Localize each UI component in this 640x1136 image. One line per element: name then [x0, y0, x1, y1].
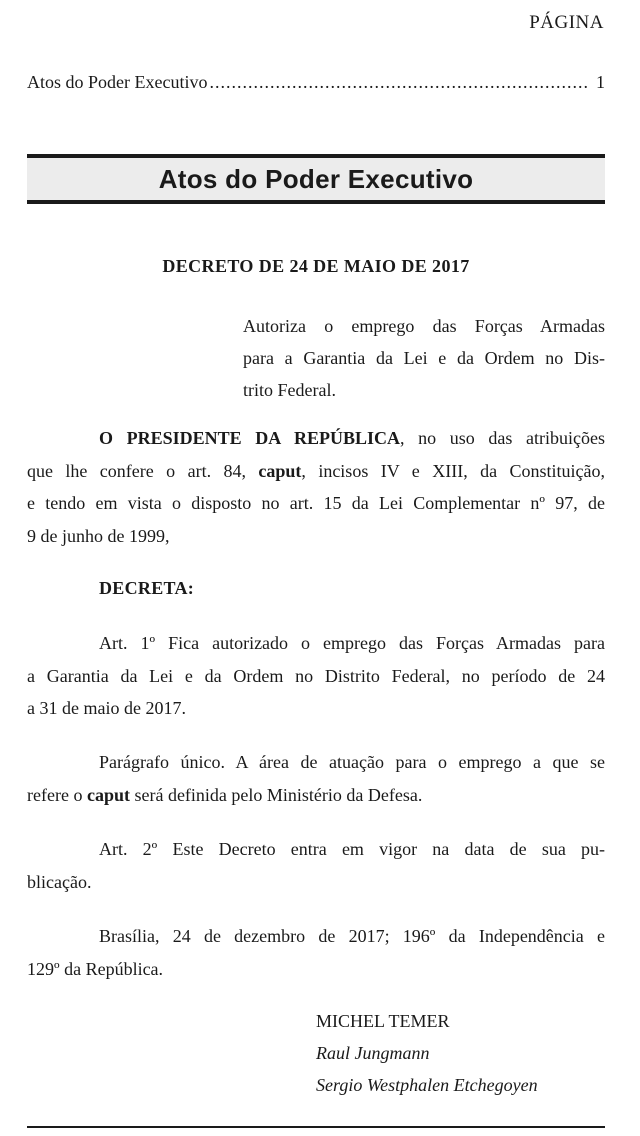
preamble-paragraph: [27, 422, 605, 552]
closing-paragraph: [27, 920, 605, 985]
preamble-text: , incisos IV e XIII, da Constituição,: [301, 460, 605, 481]
paragrafo-unico: [27, 746, 605, 811]
paragrafo-line: Parágrafo único. A área de atuação para o emprego a que se: [99, 752, 605, 772]
signature-president: MICHEL TEMER: [316, 1011, 450, 1031]
toc-entry-page: 1: [596, 72, 605, 92]
signature-minister: Raul Jungmann: [316, 1043, 430, 1063]
article-1-line: a 31 de maio de 2017.: [27, 698, 186, 718]
paragrafo-text: refere o: [27, 784, 87, 805]
closing-line: 129º da República.: [27, 958, 164, 979]
ementa-line: trito Federal.: [243, 380, 336, 400]
signature-minister: Sergio Westphalen Etchegoyen: [316, 1075, 538, 1095]
section-header-banner: [27, 154, 605, 204]
article-2-line: blicação.: [27, 871, 92, 892]
page-column-label: PÁGINA: [529, 12, 604, 33]
ementa-line: Autoriza o emprego das Forças Armadas: [243, 316, 605, 336]
ementa-line: para a Garantia da Lei e da Ordem no Dis-: [243, 348, 605, 368]
article-2-line: Art. 2º Este Decreto entra em vigor na data de sua pu-: [99, 839, 605, 859]
preamble-line: e tendo em vista o disposto no art. 15 da Lei Complementar nº 97, de: [27, 493, 605, 513]
toc-leader-dots: [209, 72, 590, 93]
paragrafo-text: será definida pelo Ministério da Defesa.: [129, 784, 423, 805]
article-1: [27, 627, 605, 725]
article-1-line: Art. 1º Fica autorizado o emprego das Forças Armadas para: [99, 633, 605, 653]
closing-line: Brasília, 24 de dezembro de 2017; 196º da Independência e: [99, 926, 605, 946]
decreta-heading: DECRETA:: [99, 578, 195, 598]
caput-term: caput: [86, 784, 130, 805]
president-heading: O PRESIDENTE DA REPÚBLICA: [99, 428, 400, 448]
preamble-text: que lhe confere o art. 84,: [27, 460, 259, 481]
preamble-line: 9 de junho de 1999,: [27, 525, 170, 546]
decree-ementa: [243, 310, 605, 406]
caput-term: caput: [258, 460, 302, 481]
article-2: [27, 833, 605, 898]
toc-entry[interactable]: [27, 72, 605, 93]
section-title: Atos do Poder Executivo: [158, 163, 474, 194]
preamble-line: [27, 455, 605, 488]
article-1-line: a Garantia da Lei e da Ordem no Distrito Federal, no período de 24: [27, 665, 605, 686]
decree-title: DECRETO DE 24 DE MAIO DE 2017: [162, 256, 470, 276]
preamble-line: [27, 422, 605, 455]
preamble-text: , no uso das atribuições: [399, 428, 605, 448]
paragrafo-line: [27, 779, 605, 812]
bottom-divider: [27, 1126, 605, 1128]
toc-entry-title: Atos do Poder Executivo: [27, 72, 208, 92]
